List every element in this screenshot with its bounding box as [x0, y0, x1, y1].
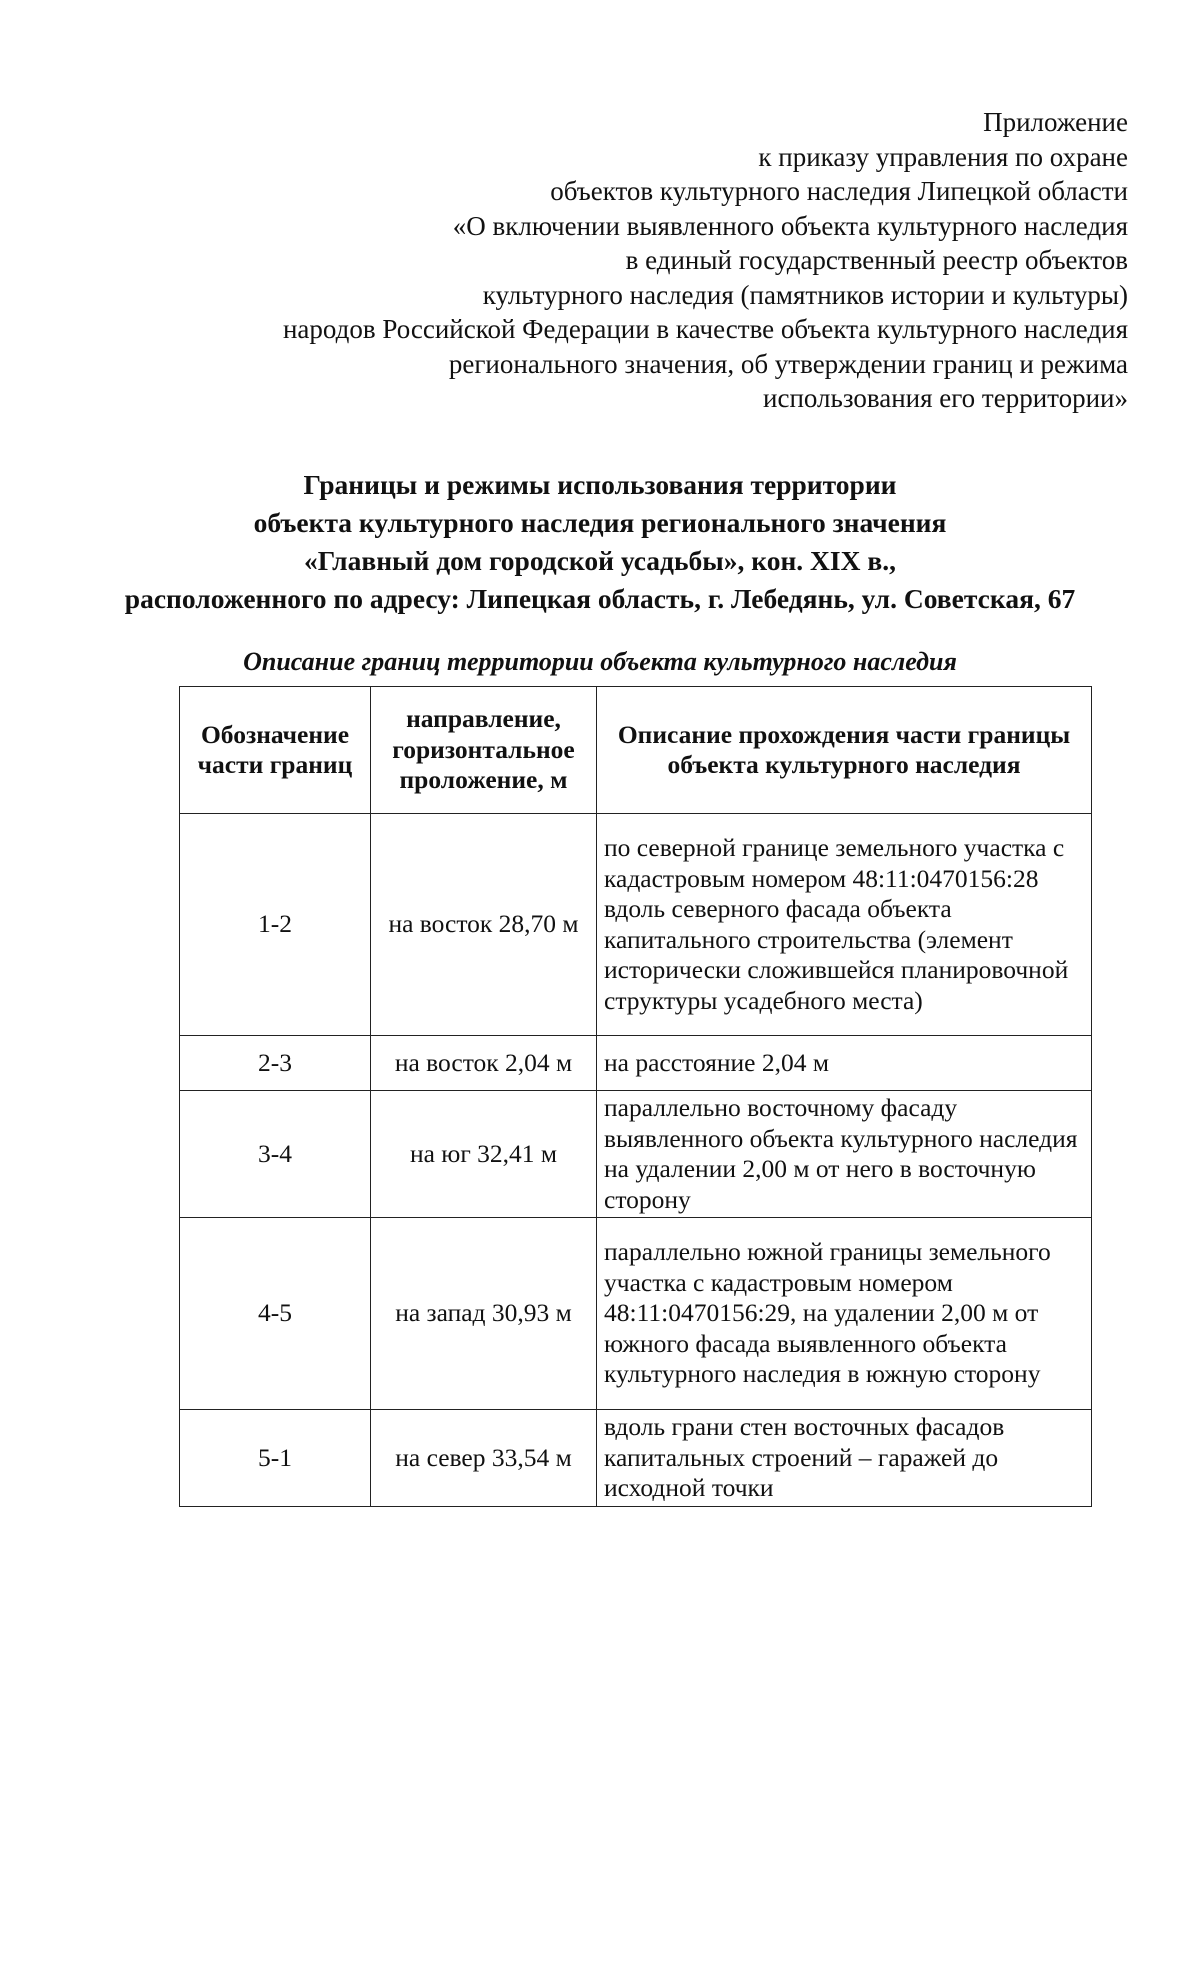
- cell-description: на расстояние 2,04 м: [597, 1036, 1092, 1091]
- cell-part: 4-5: [180, 1218, 371, 1410]
- cell-part: 3-4: [180, 1091, 371, 1218]
- title-line: «Главный дом городской усадьбы», кон. XIX в.,: [304, 545, 896, 576]
- table-caption: Описание границ территории объекта культурного наследия: [243, 647, 957, 676]
- cell-part: 2-3: [180, 1036, 371, 1091]
- table-row: [180, 1218, 1092, 1410]
- title-line: Границы и режимы использования территории: [303, 469, 897, 500]
- cell-description: параллельно южной границы земельного участка с кадастровым номером 48:11:0470156:29, на удалении 2,00 м от южного фасада выявленного объекта культурного наследия в южную сторону: [597, 1218, 1092, 1410]
- header-part: Обозначение части границ: [180, 687, 371, 814]
- table-row: [180, 814, 1092, 1036]
- cell-direction: на юг 32,41 м: [371, 1091, 597, 1218]
- cell-direction: на запад 30,93 м: [371, 1218, 597, 1410]
- appendix-line: Приложение: [983, 107, 1128, 137]
- table-row: [180, 1410, 1092, 1507]
- appendix-line: объектов культурного наследия Липецкой области: [550, 176, 1128, 206]
- appendix-line: регионального значения, об утверждении границ и режима: [448, 348, 1128, 379]
- table-row: [180, 1091, 1092, 1218]
- document-title: [0, 466, 1200, 618]
- cell-description: параллельно восточному фасаду выявленного объекта культурного наследия на удалении 2,00 м от него в восточную сторону: [597, 1091, 1092, 1218]
- cell-direction: на север 33,54 м: [371, 1410, 597, 1507]
- cell-description: по северной границе земельного участка с кадастровым номером 48:11:0470156:28 вдоль северного фасада объекта капитального строительства (элемент исторически сложившейся планировочной структуры усадебного места): [597, 814, 1092, 1036]
- cell-direction: на восток 2,04 м: [371, 1036, 597, 1091]
- cell-part: 5-1: [180, 1410, 371, 1507]
- appendix-line: культурного наследия (памятников истории и культуры): [482, 279, 1128, 310]
- header-description: Описание прохождения части границы объекта культурного наследия: [597, 687, 1092, 814]
- appendix-line: в единый государственный реестр объектов: [625, 245, 1128, 275]
- table-row: [180, 1036, 1092, 1091]
- title-line: расположенного по адресу: Липецкая область, г. Лебедянь, ул. Советская, 67: [124, 583, 1076, 614]
- cell-description: вдоль грани стен восточных фасадов капитальных строений – гаражей до исходной точки: [597, 1410, 1092, 1507]
- cell-part: 1-2: [180, 814, 371, 1036]
- appendix-line: использования его территории»: [763, 383, 1128, 413]
- header-direction: направление, горизонтальное проложение, м: [371, 687, 597, 814]
- cell-direction: на восток 28,70 м: [371, 814, 597, 1036]
- appendix-line: народов Российской Федерации в качестве объекта культурного наследия: [282, 314, 1128, 344]
- appendix-header: [228, 105, 1128, 416]
- appendix-line: «О включении выявленного объекта культурного наследия: [452, 210, 1128, 241]
- appendix-line: к приказу управления по охране: [758, 141, 1128, 172]
- boundaries-table: [179, 686, 1092, 1507]
- table-header-row: [180, 687, 1092, 814]
- title-line: объекта культурного наследия регионального значения: [253, 507, 947, 538]
